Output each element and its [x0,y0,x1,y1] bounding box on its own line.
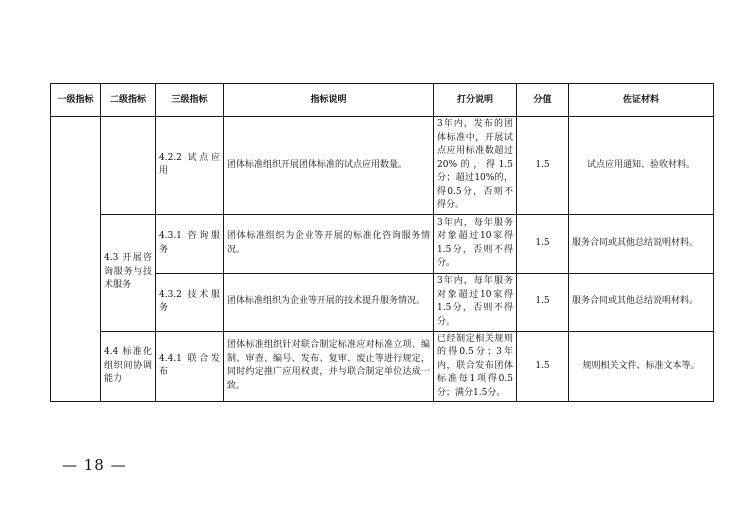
evidence-cell: 试点应用通知、验收材料。 [569,117,714,215]
table-row [51,331,714,402]
score-cell: 1.5 [517,214,569,273]
scoring-cell: 3年内，每年服务对象超过10家得1.5分，否则不得分。 [434,273,517,331]
table-row [51,214,714,273]
header-scoring: 打分说明 [434,84,517,117]
scoring-cell: 已经制定相关规则的得0.5分；3年内，联合发布团体标准每1项得0.5分；满分1.5分。 [434,331,517,402]
header-level3: 三级指标 [156,84,224,117]
level3-cell: 4.3.1 咨询服务 [156,214,224,273]
level2-cell: 4.4 标准化组织间协调能力 [101,331,156,402]
evidence-cell: 规则相关文件、标准文本等。 [569,331,714,402]
page-number: — 18 — [62,456,127,474]
header-evidence: 佐证材料 [569,84,714,117]
scoring-cell: 3年内，每年服务对象超过10家得1.5分，否则不得分。 [434,214,517,273]
level3-cell: 4.4.1 联合发布 [156,331,224,402]
level3-cell: 4.2.2 试点应用 [156,117,224,215]
level3-cell: 4.3.2 技术服务 [156,273,224,331]
indicator-table [50,83,714,402]
description-cell: 团体标准组织开展团体标准的试点应用数量。 [224,117,434,215]
scoring-cell: 3年内，发布的团体标准中，开展试点应用标准数超过20%的，得1.5分；超过10%的，得0.5分，否则不得分。 [434,117,517,215]
level2-cell-empty [101,117,156,215]
header-description: 指标说明 [224,84,434,117]
score-cell: 1.5 [517,273,569,331]
description-cell: 团体标准组织为企业等开展的标准化咨询服务情况。 [224,214,434,273]
table-row [51,117,714,215]
score-cell: 1.5 [517,331,569,402]
description-cell: 团体标准组织针对联合制定标准应对标准立项、编制、审查、编号、发布、复审、废止等进行规定，同时约定推广应用权责，并与联合制定单位达成一致。 [224,331,434,402]
header-level2: 二级指标 [101,84,156,117]
level2-cell: 4.3 开展咨询服务与技术服务 [101,214,156,331]
header-score: 分值 [517,84,569,117]
evidence-cell: 服务合同或其他总结说明材料。 [569,273,714,331]
score-cell: 1.5 [517,117,569,215]
table-header-row [51,84,714,117]
header-level1: 一级指标 [51,84,101,117]
evidence-cell: 服务合同或其他总结说明材料。 [569,214,714,273]
level1-cell [51,117,101,402]
description-cell: 团体标准组织为企业等开展的技术提升服务情况。 [224,273,434,331]
